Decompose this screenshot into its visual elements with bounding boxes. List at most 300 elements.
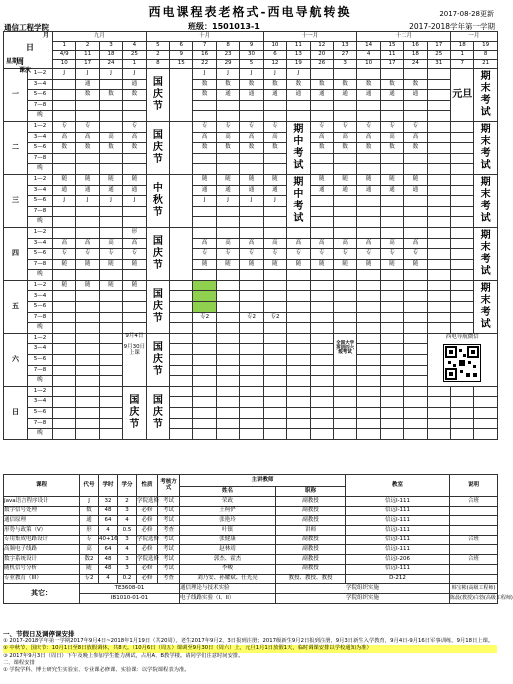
class-cell bbox=[474, 418, 497, 429]
class-cell bbox=[287, 333, 310, 344]
class-cell: J bbox=[53, 69, 76, 80]
class-cell bbox=[263, 418, 286, 429]
class-cell bbox=[99, 323, 122, 334]
class-cell: 高 bbox=[216, 132, 239, 143]
class-cell: 高 bbox=[333, 238, 356, 249]
course-cell: 必修 bbox=[137, 526, 158, 536]
course-cell: 4 bbox=[99, 526, 118, 536]
empty-cell bbox=[170, 174, 193, 227]
class-cell bbox=[427, 386, 450, 397]
week-start-date: 30 bbox=[240, 51, 263, 60]
week-start-date: 20 bbox=[310, 51, 333, 60]
class-cell bbox=[193, 302, 216, 313]
class-cell bbox=[193, 386, 216, 397]
class-cell bbox=[99, 312, 122, 323]
class-cell: 高 bbox=[240, 132, 263, 143]
note-line-3: ③ 2017年9月3日（周日）下午及晚上参加学生能力测试，占用A、B教学楼。请同学们注意时间安排。 bbox=[3, 652, 244, 659]
class-cell bbox=[99, 270, 122, 281]
course-cell: 4 bbox=[118, 516, 137, 526]
class-cell: 随 bbox=[216, 259, 239, 270]
class-cell: 数 bbox=[357, 79, 380, 90]
day-label: 五 bbox=[4, 280, 28, 333]
course-cell: 考查 bbox=[158, 526, 180, 536]
class-cell bbox=[53, 429, 76, 440]
period-label: 7—8 bbox=[28, 100, 53, 111]
class-cell bbox=[427, 227, 450, 238]
class-cell bbox=[76, 418, 99, 429]
class-cell bbox=[451, 429, 474, 440]
course-cell: 考试 bbox=[158, 555, 180, 565]
class-cell bbox=[193, 153, 216, 164]
class-cell bbox=[427, 312, 450, 323]
day-label: 六 bbox=[4, 333, 28, 386]
class-cell: J bbox=[193, 196, 216, 207]
class-cell: J bbox=[287, 69, 310, 80]
period-label: 晚 bbox=[28, 164, 53, 175]
class-cell: 随 bbox=[333, 174, 356, 185]
week-number: 16 bbox=[404, 42, 427, 51]
class-cell bbox=[310, 365, 333, 376]
class-cell: 专 bbox=[76, 121, 99, 132]
class-cell: 数 bbox=[287, 79, 310, 90]
class-cell: 高 bbox=[123, 132, 146, 143]
class-cell bbox=[53, 100, 76, 111]
period-label: 1—2 bbox=[28, 121, 53, 132]
class-cell bbox=[216, 418, 239, 429]
week-start-date: 16 bbox=[193, 51, 216, 60]
week-start-date: 23 bbox=[216, 51, 239, 60]
class-cell: 随 bbox=[99, 259, 122, 270]
week-start-date: 13 bbox=[287, 51, 310, 60]
col-credit: 学分 bbox=[118, 475, 137, 497]
class-cell bbox=[76, 164, 99, 175]
event-new-year bbox=[451, 69, 474, 122]
class-cell bbox=[357, 408, 380, 419]
event-national-day bbox=[146, 280, 169, 333]
class-cell bbox=[240, 280, 263, 291]
class-cell bbox=[427, 100, 450, 111]
period-label: 晚 bbox=[28, 323, 53, 334]
course-cell: 必修 bbox=[137, 545, 158, 555]
note-line-1: ① 2017-2018学年第一学期2017年9月4日~2018年1月19日（共20周），老生2017年9月2、3日报到注册；2017级新生9月2日报到注册，9月3日新生入学教育，9月4日-9月16日军事训练，9月18日上课。 bbox=[3, 638, 494, 645]
class-cell: 专 bbox=[123, 249, 146, 260]
class-cell: 随 bbox=[76, 280, 99, 291]
final-exam-label: 期末考试 bbox=[480, 176, 491, 224]
course-cell: 合班 bbox=[450, 555, 498, 565]
class-cell bbox=[357, 100, 380, 111]
class-cell bbox=[380, 69, 403, 80]
class-cell bbox=[76, 386, 99, 397]
class-cell bbox=[263, 217, 286, 228]
course-cell: 学院选修 bbox=[137, 497, 158, 507]
course-cell: 考试 bbox=[158, 497, 180, 507]
class-cell bbox=[380, 344, 403, 355]
class-cell bbox=[451, 238, 474, 249]
course-cell: 必修 bbox=[137, 574, 158, 584]
course-cell: 张艳玲 bbox=[180, 516, 276, 526]
class-cell: 通 bbox=[123, 79, 146, 90]
class-cell bbox=[357, 206, 380, 217]
class-cell bbox=[53, 217, 76, 228]
class-cell: 通 bbox=[357, 90, 380, 101]
period-label: 1—2 bbox=[28, 333, 53, 344]
class-cell bbox=[76, 355, 99, 366]
class-cell: 专 bbox=[216, 121, 239, 132]
course-cell: 高频电子线路 bbox=[4, 545, 80, 555]
class-cell: 高 bbox=[216, 238, 239, 249]
class-cell: 随 bbox=[357, 174, 380, 185]
class-cell bbox=[216, 217, 239, 228]
class-cell: 高 bbox=[263, 238, 286, 249]
class-cell: 专 bbox=[99, 249, 122, 260]
course-cell: 副教授 bbox=[276, 545, 346, 555]
class-cell bbox=[216, 323, 239, 334]
class-cell bbox=[53, 111, 76, 122]
class-cell bbox=[240, 206, 263, 217]
class-cell bbox=[404, 312, 427, 323]
class-cell bbox=[123, 153, 146, 164]
class-cell bbox=[404, 164, 427, 175]
corner-month: 月 bbox=[42, 32, 49, 39]
class-cell: 数 bbox=[357, 143, 380, 154]
class-cell bbox=[240, 302, 263, 313]
col-type: 性质 bbox=[137, 475, 158, 497]
class-cell bbox=[240, 333, 263, 344]
class-cell bbox=[99, 302, 122, 313]
class-cell bbox=[451, 132, 474, 143]
new-year-label: 元旦 bbox=[452, 89, 473, 101]
class-cell bbox=[333, 227, 356, 238]
course-cell: 王柯俨 bbox=[180, 506, 276, 516]
class-cell bbox=[404, 111, 427, 122]
update-date: 2017-08-28更新 bbox=[439, 10, 494, 18]
class-cell bbox=[333, 100, 356, 111]
class-cell bbox=[99, 153, 122, 164]
class-cell bbox=[53, 418, 76, 429]
course-cell: 2 bbox=[118, 497, 137, 507]
class-cell bbox=[263, 355, 286, 366]
class-cell bbox=[170, 333, 193, 344]
class-cell bbox=[263, 206, 286, 217]
class-cell bbox=[357, 418, 380, 429]
class-cell bbox=[240, 418, 263, 429]
class-cell: 随 bbox=[310, 174, 333, 185]
class-cell: 高 bbox=[123, 238, 146, 249]
other-org: 学院组织实施 bbox=[276, 584, 450, 594]
class-cell bbox=[451, 312, 474, 323]
period-label: 晚 bbox=[28, 111, 53, 122]
class-cell bbox=[170, 408, 193, 419]
class-cell bbox=[53, 227, 76, 238]
class-cell: 专 bbox=[333, 121, 356, 132]
week-number: 14 bbox=[357, 42, 380, 51]
day-label: 三 bbox=[4, 174, 28, 227]
class-cell bbox=[287, 365, 310, 376]
class-cell bbox=[310, 69, 333, 80]
class-cell: 专 bbox=[380, 249, 403, 260]
class-cell bbox=[240, 227, 263, 238]
class-cell bbox=[333, 69, 356, 80]
class-cell bbox=[99, 429, 122, 440]
class-cell bbox=[263, 344, 286, 355]
class-cell bbox=[193, 376, 216, 387]
class-cell bbox=[404, 376, 427, 387]
col-code: 代号 bbox=[80, 475, 99, 497]
class-cell bbox=[451, 227, 474, 238]
course-cell bbox=[450, 506, 498, 516]
class-cell: 数 bbox=[193, 79, 216, 90]
class-cell bbox=[53, 90, 76, 101]
class-cell bbox=[404, 344, 427, 355]
class-cell: 高 bbox=[193, 238, 216, 249]
class-cell bbox=[404, 153, 427, 164]
class-cell bbox=[53, 323, 76, 334]
class-cell bbox=[427, 291, 450, 302]
class-cell bbox=[357, 227, 380, 238]
notes-heading: 一、节假日及调停课安排 bbox=[3, 630, 75, 638]
class-cell: 高 bbox=[193, 132, 216, 143]
week-number: 5 bbox=[146, 42, 169, 51]
class-cell bbox=[380, 153, 403, 164]
class-cell bbox=[193, 333, 216, 344]
event-final-exam bbox=[474, 174, 497, 227]
class-cell bbox=[216, 206, 239, 217]
class-cell bbox=[193, 291, 216, 302]
class-cell bbox=[310, 164, 333, 175]
class-cell bbox=[380, 227, 403, 238]
class-cell: 随 bbox=[76, 259, 99, 270]
class-cell bbox=[333, 397, 356, 408]
class-cell bbox=[53, 164, 76, 175]
class-cell: J bbox=[240, 196, 263, 207]
course-cell: 形势与政策（V） bbox=[4, 526, 80, 536]
week-start-date: 11 bbox=[380, 51, 403, 60]
period-label: 5—6 bbox=[28, 302, 53, 313]
course-cell: 副教授 bbox=[276, 497, 346, 507]
midterm-label: 期中考试 bbox=[293, 123, 304, 171]
class-cell bbox=[333, 429, 356, 440]
class-cell bbox=[380, 164, 403, 175]
class-cell bbox=[76, 100, 99, 111]
event-national-day bbox=[146, 69, 169, 122]
class-cell bbox=[170, 365, 193, 376]
class-cell bbox=[474, 386, 497, 397]
class-cell bbox=[310, 355, 333, 366]
class-cell bbox=[76, 312, 99, 323]
period-label: 3—4 bbox=[28, 185, 53, 196]
class-cell bbox=[263, 111, 286, 122]
class-cell bbox=[310, 111, 333, 122]
class-cell bbox=[76, 429, 99, 440]
class-cell bbox=[474, 408, 497, 419]
course-cell: 信远I-111 bbox=[346, 526, 450, 536]
course-cell: 0.5 bbox=[118, 526, 137, 536]
class-cell: 数 bbox=[263, 143, 286, 154]
col-note: 说明 bbox=[450, 475, 498, 497]
class-cell bbox=[76, 111, 99, 122]
week-start-date: 1 bbox=[451, 51, 474, 60]
course-cell: 张健康 bbox=[180, 535, 276, 545]
week-number: 11 bbox=[287, 42, 310, 51]
class-cell bbox=[99, 355, 122, 366]
event-final-exam bbox=[474, 69, 497, 122]
class-cell bbox=[427, 429, 450, 440]
week-end-date: 19 bbox=[287, 60, 310, 69]
course-cell: 考试 bbox=[158, 516, 180, 526]
class-cell bbox=[333, 291, 356, 302]
class-cell: 高 bbox=[287, 238, 310, 249]
period-label: 7—8 bbox=[28, 365, 53, 376]
class-cell bbox=[333, 365, 356, 376]
class-cell bbox=[310, 397, 333, 408]
class-cell bbox=[287, 386, 310, 397]
national-day-label: 国庆节 bbox=[152, 76, 163, 112]
class-cell bbox=[123, 206, 146, 217]
class-cell bbox=[427, 90, 450, 101]
other-course: 电子线路实验（I、II） bbox=[180, 594, 276, 604]
empty-cell bbox=[170, 227, 193, 280]
page-title: 西电课程表老格式-西电导航转换 bbox=[148, 5, 352, 19]
course-cell: 数2 bbox=[80, 555, 99, 565]
class-cell bbox=[216, 344, 239, 355]
class-cell bbox=[99, 365, 122, 376]
course-cell: 48 bbox=[99, 506, 118, 516]
class-cell bbox=[240, 344, 263, 355]
class-cell bbox=[123, 291, 146, 302]
class-cell bbox=[380, 111, 403, 122]
class-cell: 随 bbox=[123, 280, 146, 291]
week-number: 19 bbox=[474, 42, 497, 51]
class-cell bbox=[240, 217, 263, 228]
class-cell bbox=[53, 355, 76, 366]
class-cell bbox=[357, 386, 380, 397]
class-cell: 数 bbox=[76, 90, 99, 101]
national-day-label: 国庆节 bbox=[129, 394, 140, 430]
class-cell bbox=[216, 429, 239, 440]
class-cell bbox=[76, 376, 99, 387]
class-cell bbox=[287, 227, 310, 238]
class-cell bbox=[263, 270, 286, 281]
class-cell bbox=[76, 153, 99, 164]
course-cell: 必修 bbox=[137, 506, 158, 516]
class-cell: 专 bbox=[404, 249, 427, 260]
class-cell: 随 bbox=[380, 259, 403, 270]
class-cell bbox=[170, 418, 193, 429]
qr-code-icon[interactable] bbox=[443, 344, 481, 382]
day-label: 四 bbox=[4, 227, 28, 280]
class-cell bbox=[287, 344, 310, 355]
class-cell bbox=[123, 100, 146, 111]
class-cell bbox=[240, 164, 263, 175]
class-cell bbox=[451, 386, 474, 397]
period-label: 1—2 bbox=[28, 69, 53, 80]
course-cell: 考查 bbox=[158, 574, 180, 584]
course-cell: 64 bbox=[99, 545, 118, 555]
class-cell bbox=[99, 291, 122, 302]
class-cell bbox=[333, 408, 356, 419]
class-cell bbox=[427, 196, 450, 207]
class-cell: 随 bbox=[287, 259, 310, 270]
course-cell: 副教授 bbox=[276, 555, 346, 565]
period-label: 晚 bbox=[28, 376, 53, 387]
event-final-exam bbox=[474, 227, 497, 280]
class-cell bbox=[380, 429, 403, 440]
class-cell bbox=[193, 429, 216, 440]
day-label: 二 bbox=[4, 121, 28, 174]
class-cell bbox=[53, 153, 76, 164]
class-cell bbox=[287, 100, 310, 111]
national-day-label: 国庆节 bbox=[152, 288, 163, 324]
class-cell bbox=[216, 227, 239, 238]
class-cell bbox=[193, 227, 216, 238]
class-cell bbox=[53, 397, 76, 408]
class-cell bbox=[380, 333, 403, 344]
class-cell bbox=[310, 153, 333, 164]
class-cell bbox=[170, 386, 193, 397]
corner-week: 周 bbox=[16, 57, 24, 66]
class-cell bbox=[404, 206, 427, 217]
col-teacher-title: 职称 bbox=[276, 487, 346, 497]
class-cell bbox=[216, 365, 239, 376]
course-cell: 信远I-206 bbox=[346, 555, 450, 565]
class-cell: 随 bbox=[76, 174, 99, 185]
class-cell bbox=[263, 376, 286, 387]
course-cell: 刘乃安、孙耀斌、任光亮 bbox=[180, 574, 276, 584]
class-cell bbox=[310, 312, 333, 323]
class-cell: 数 bbox=[240, 143, 263, 154]
class-cell bbox=[53, 312, 76, 323]
class-cell bbox=[474, 429, 497, 440]
class-cell bbox=[357, 344, 380, 355]
course-cell: 副教授 bbox=[276, 564, 346, 574]
col-course: 课程 bbox=[4, 475, 80, 497]
week-end-date: 22 bbox=[193, 60, 216, 69]
class-cell bbox=[193, 365, 216, 376]
class-cell: 数 bbox=[380, 79, 403, 90]
course-cell: 3 bbox=[118, 564, 137, 574]
course-cell: 3 bbox=[118, 555, 137, 565]
class-cell bbox=[53, 333, 76, 344]
course-cell: 随 bbox=[80, 564, 99, 574]
class-cell bbox=[170, 302, 193, 313]
course-cell: 32 bbox=[99, 497, 118, 507]
class-cell: J bbox=[263, 69, 286, 80]
class-cell bbox=[380, 386, 403, 397]
class-cell: 专2 bbox=[240, 312, 263, 323]
class-cell bbox=[357, 333, 380, 344]
class-cell: J bbox=[53, 196, 76, 207]
class-cell: 数 bbox=[193, 90, 216, 101]
event-midterm bbox=[287, 121, 310, 174]
week-number: 17 bbox=[427, 42, 450, 51]
class-cell: 随 bbox=[193, 174, 216, 185]
class-cell: 通 bbox=[333, 90, 356, 101]
class-cell bbox=[263, 302, 286, 313]
period-label: 7—8 bbox=[28, 153, 53, 164]
class-cell: 高 bbox=[76, 238, 99, 249]
class-cell bbox=[53, 206, 76, 217]
class-cell bbox=[451, 408, 474, 419]
class-cell bbox=[193, 270, 216, 281]
col-teacher: 主讲教师 bbox=[180, 475, 346, 487]
period-label: 5—6 bbox=[28, 196, 53, 207]
class-cell: J bbox=[240, 69, 263, 80]
class-cell bbox=[310, 280, 333, 291]
class-cell: 高 bbox=[53, 132, 76, 143]
class-cell bbox=[123, 312, 146, 323]
class-cell: 随 bbox=[310, 259, 333, 270]
class-cell: 高 bbox=[404, 132, 427, 143]
